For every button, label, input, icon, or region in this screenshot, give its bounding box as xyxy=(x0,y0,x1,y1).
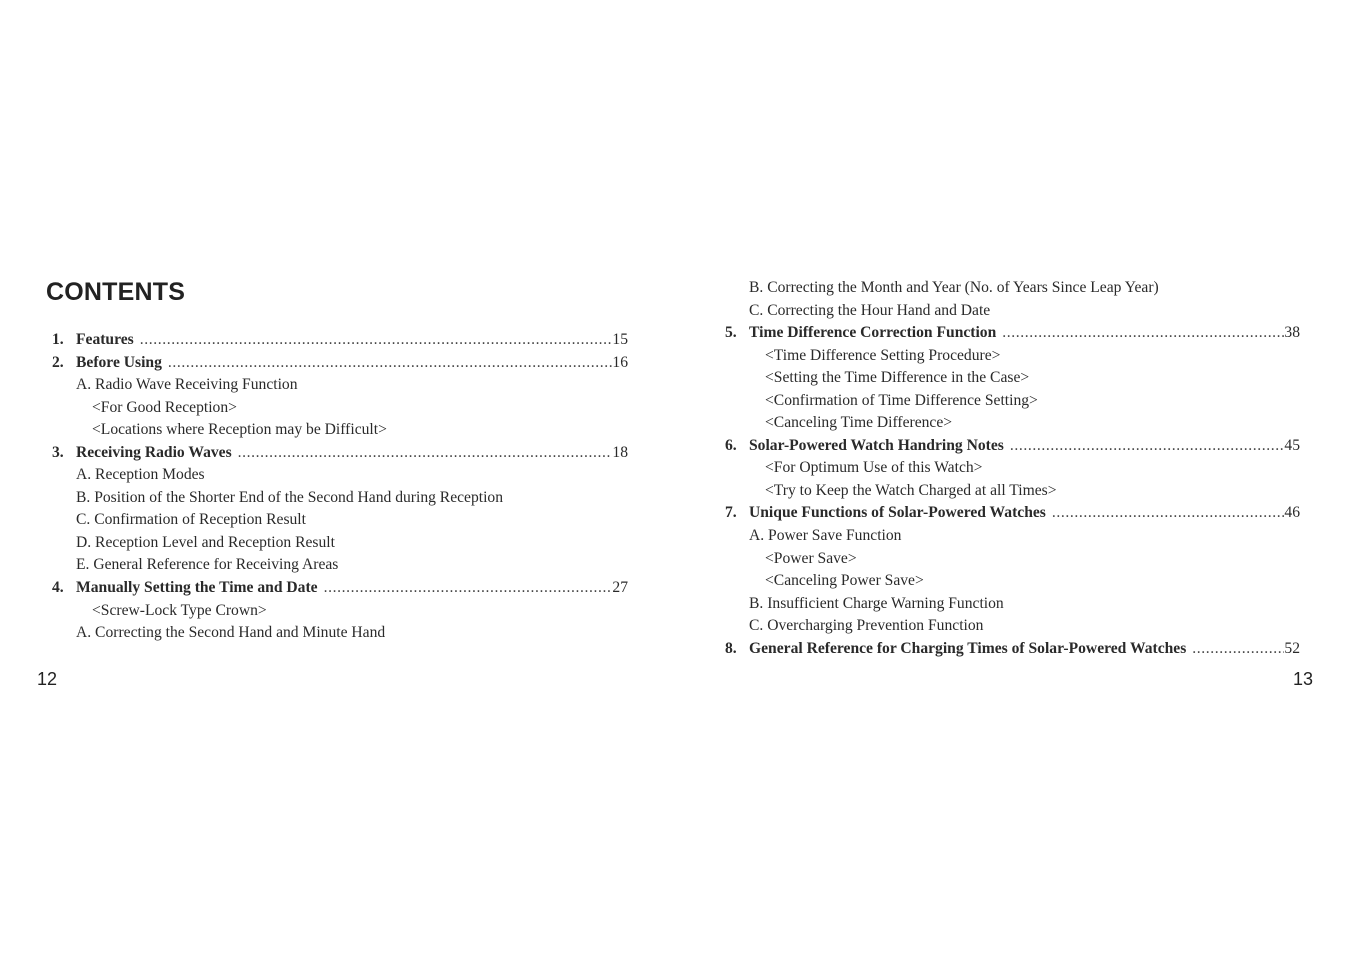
toc-subentry: A. Reception Modes xyxy=(76,466,205,484)
toc-subentry: E. General Reference for Receiving Areas xyxy=(76,556,339,574)
dot-leader xyxy=(1010,435,1285,458)
toc-entry-title: General Reference for Charging Times of Solar-Powered Watches xyxy=(749,639,1187,657)
toc-entry-title: Time Difference Correction Function xyxy=(749,324,997,342)
toc-subsubentry: <Screw-Lock Type Crown> xyxy=(92,601,267,619)
toc-subsubentry: <For Optimum Use of this Watch> xyxy=(765,459,983,477)
toc-entry xyxy=(52,577,628,600)
toc-entry-number: 2. xyxy=(52,353,64,371)
toc-entry xyxy=(52,329,628,352)
toc-entry xyxy=(52,352,628,375)
toc-subentry: D. Reception Level and Reception Result xyxy=(76,533,335,551)
toc-subsubentry: <Canceling Power Save> xyxy=(765,572,924,590)
toc-entry-title: Solar-Powered Watch Handring Notes xyxy=(749,436,1004,454)
toc-entry-title: Unique Functions of Solar-Powered Watches xyxy=(749,504,1046,522)
toc-subentry: C. Confirmation of Reception Result xyxy=(76,511,306,529)
toc-subentry: C. Overcharging Prevention Function xyxy=(749,617,984,635)
toc-entry xyxy=(725,322,1300,345)
dot-leader xyxy=(140,329,613,352)
toc-entry-page: 15 xyxy=(612,331,628,348)
toc-subentry: A. Radio Wave Receiving Function xyxy=(76,376,298,394)
toc-entry-number: 7. xyxy=(725,504,737,522)
toc-entry-number: 1. xyxy=(52,331,64,348)
toc-subsubentry: <Setting the Time Difference in the Case> xyxy=(765,369,1030,387)
toc-subentry: B. Position of the Shorter End of the Second Hand during Reception xyxy=(76,488,504,506)
dot-leader xyxy=(168,352,613,375)
dot-leader xyxy=(1052,502,1285,525)
toc-entry-page: 18 xyxy=(612,443,628,461)
toc-entry-title: Before Using xyxy=(76,353,162,371)
dot-leader xyxy=(1192,638,1284,661)
toc-subentry: B. Correcting the Month and Year (No. of Years Since Leap Year) xyxy=(749,279,1159,296)
toc-entry-page: 52 xyxy=(1284,639,1300,657)
toc-subsubentry: <Locations where Reception may be Difficult> xyxy=(92,421,387,439)
toc-entry-title: Manually Setting the Time and Date xyxy=(76,579,318,597)
dot-leader xyxy=(1002,322,1284,345)
toc-entry-number: 6. xyxy=(725,436,737,454)
toc-subentry: A. Correcting the Second Hand and Minute Hand xyxy=(76,624,386,642)
toc-entry-title: Receiving Radio Waves xyxy=(76,443,232,461)
toc-subsubentry: <For Good Reception> xyxy=(92,398,237,416)
toc-entry xyxy=(725,638,1300,661)
toc-subentry: B. Insufficient Charge Warning Function xyxy=(749,594,1004,612)
toc-subentry: A. Power Save Function xyxy=(749,527,902,545)
toc-subsubentry: <Try to Keep the Watch Charged at all Times> xyxy=(765,481,1057,499)
toc-entry-number: 3. xyxy=(52,443,64,461)
page-number-left: 12 xyxy=(37,669,58,689)
toc-entry-page: 16 xyxy=(612,353,628,371)
contents-left-column xyxy=(52,329,628,645)
toc-entry xyxy=(52,442,628,465)
toc-entry-page: 46 xyxy=(1284,504,1300,522)
toc-entry-number: 8. xyxy=(725,639,737,657)
toc-subsubentry: <Time Difference Setting Procedure> xyxy=(765,346,1001,364)
toc-entry-number: 5. xyxy=(725,324,737,342)
dot-leader xyxy=(324,577,613,600)
page-title: CONTENTS xyxy=(46,278,186,306)
toc-entry-page: 38 xyxy=(1284,324,1300,342)
toc-entry xyxy=(725,435,1300,458)
toc-entry xyxy=(725,502,1300,525)
toc-entry-page: 27 xyxy=(612,579,628,597)
toc-subsubentry: <Confirmation of Time Difference Setting> xyxy=(765,391,1038,409)
toc-subsubentry: <Canceling Time Difference> xyxy=(765,414,953,432)
contents-right-column xyxy=(725,277,1300,660)
toc-subentry: C. Correcting the Hour Hand and Date xyxy=(749,301,991,319)
toc-entry-title: Features xyxy=(76,331,134,348)
toc-subsubentry: <Power Save> xyxy=(765,549,857,567)
dot-leader xyxy=(238,442,613,465)
toc-entry-number: 4. xyxy=(52,579,64,597)
page-number-right: 13 xyxy=(1293,669,1314,689)
toc-entry-page: 45 xyxy=(1284,436,1300,454)
